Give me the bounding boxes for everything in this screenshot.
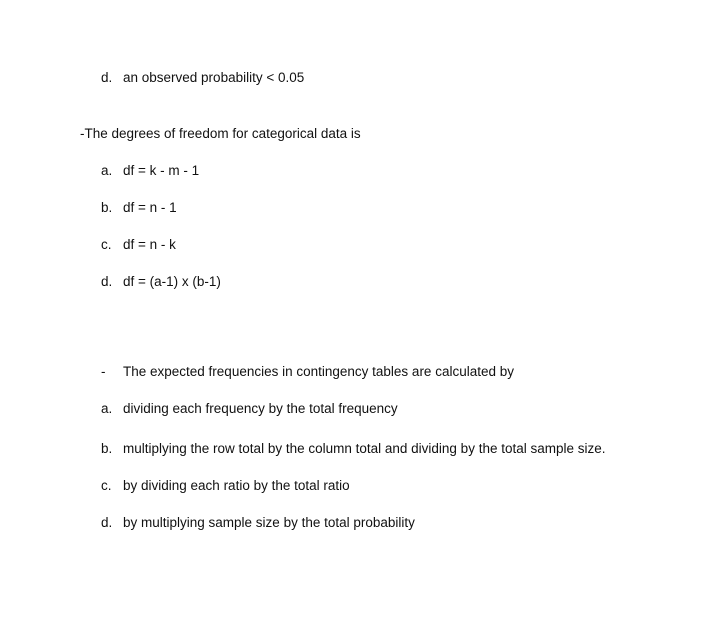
option-b xyxy=(101,441,606,457)
option-marker: a. xyxy=(101,163,113,178)
option-marker: d. xyxy=(101,70,113,85)
option-marker: d. xyxy=(101,274,113,289)
question-expected-frequencies xyxy=(101,364,514,380)
option-text: df = (a-1) x (b-1) xyxy=(123,274,221,289)
option-text: df = n - k xyxy=(123,237,176,252)
question-degrees-of-freedom xyxy=(80,126,361,142)
option-marker: b. xyxy=(101,200,113,215)
option-a xyxy=(101,163,199,179)
option-c xyxy=(101,478,350,494)
option-text: df = n - 1 xyxy=(123,200,177,215)
option-b xyxy=(101,200,177,216)
question-text: -The degrees of freedom for categorical data is xyxy=(80,126,361,141)
option-d xyxy=(101,274,221,290)
option-text: by dividing each ratio by the total ratio xyxy=(123,478,350,493)
option-marker: b. xyxy=(101,441,113,456)
option-marker: a. xyxy=(101,401,113,416)
option-c xyxy=(101,237,176,253)
option-d xyxy=(101,515,415,531)
option-text: multiplying the row total by the column total and dividing by the total sample size. xyxy=(123,441,606,456)
question-marker: - xyxy=(101,364,106,379)
option-a xyxy=(101,401,398,417)
option-marker: c. xyxy=(101,478,112,493)
option-text: dividing each frequency by the total frequency xyxy=(123,401,398,416)
option-text: df = k - m - 1 xyxy=(123,163,200,178)
option-text: by multiplying sample size by the total probability xyxy=(123,515,415,530)
question-text: The expected frequencies in contingency tables are calculated by xyxy=(123,364,514,379)
option-marker: d. xyxy=(101,515,113,530)
option-text: an observed probability < 0.05 xyxy=(123,70,305,85)
option-d-prev-question xyxy=(101,70,304,86)
option-marker: c. xyxy=(101,237,112,252)
